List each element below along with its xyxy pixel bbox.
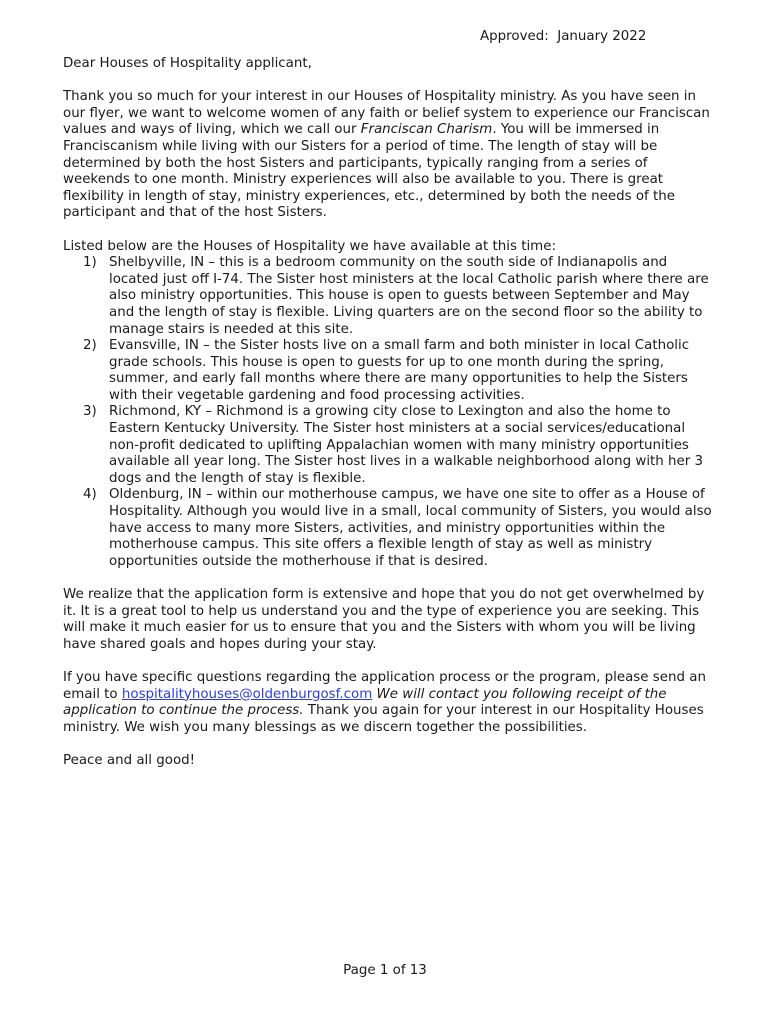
list-item-text: Richmond, KY – Richmond is a growing city close to Lexington and also the home to Eastern Kentucky University. The Sister host ministers at a social services/educational non-profit dedicated to uplifting Appalachian women with many ministry opportunities available all year long. The Sister host lives in a walkable neighborhood along with her 3 dogs and the length of stay is flexible. [109,404,704,486]
letter-body [63,56,713,770]
list-item-number: 4) [83,487,97,503]
list-item-number: 1) [83,255,97,271]
paragraph-gap [63,73,713,90]
email-link[interactable]: hospitalityhouses@oldenburgosf.com [121,686,373,702]
realize-paragraph: We realize that the application form is extensive and hope that you do not get overwhelmed by it. It is a great tool to help us understand you and the type of experience you are seeking. This will make it much easier for us to ensure that you and the Sisters with whom you will be living have shared goals and hopes during your stay. [63,587,705,652]
list-item [63,338,713,404]
questions-paragraph: If you have specific questions regarding the application process or the program, please send an email to hospitalityhouses@oldenburgosf.com We will contact you following receipt of the application to continue the process. Thank you again for your interest in our Hospitality Houses ministry. We wish you many blessings as we discern together the possibilities. [63,669,706,735]
paragraph-gap [63,570,713,587]
list-item-text: Evansville, IN – the Sister hosts live on a small farm and both minister in local Catholic grade schools. This house is open to guests for up to one month during the spring, summer, and early fall months where there are many opportunities to help the Sisters with their vegetable gardening and food processing activities. [109,338,690,403]
list-item-number: 2) [83,338,97,354]
list-item [63,255,713,338]
list-item-number: 3) [83,404,97,420]
approval-date: Approved: January 2022 [480,29,647,44]
houses-list [63,255,713,570]
list-item-text: Shelbyville, IN – this is a bedroom community on the south side of Indianapolis and located just off I-74. The Sister host ministers at the local Catholic parish where there are also ministry opportunities. This house is open to guests between September and May and the length of stay is flexible. Living quarters are on the second floor so the ability to manage stairs is needed at this site. [109,255,709,337]
contact-note: We will contact you following receipt of the application to continue the process. [63,686,667,719]
list-intro: Listed below are the Houses of Hospitality we have available at this time: [63,238,556,254]
intro-paragraph: Thank you so much for your interest in our Houses of Hospitality ministry. As you have seen in our flyer, we want to welcome women of any faith or belief system to experience our Franciscan values and ways of living, which we call our Franciscan Charism. You will be immersed in Franciscanism while living with our Sisters for a period of time. The length of stay will be determined by both the host Sisters and participants, typically ranging from a series of weekends to one month. Ministry experiences will also be available to you. There is great flexibility in length of stay, ministry experiences, etc., determined by both the needs of the participant and that of the host Sisters. [63,89,710,221]
page-number: Page 1 of 13 [343,963,427,978]
list-item [63,487,713,570]
paragraph-gap [63,653,713,670]
franciscan-charism-term: Franciscan Charism [360,122,493,138]
paragraph-gap [63,222,713,239]
list-item-text: Oldenburg, IN – within our motherhouse campus, we have one site to offer as a House of Hospitality. Although you would live in a small, local community of Sisters, you would also have access to many more Sisters, activities, and ministry opportunities within the motherhouse campus. This site offers a flexible length of stay as well as ministry opportunities outside the motherhouse if that is desired. [109,487,712,569]
closing: Peace and all good! [63,752,196,768]
paragraph-gap [63,736,713,753]
list-item [63,404,713,487]
salutation: Dear Houses of Hospitality applicant, [63,56,312,71]
